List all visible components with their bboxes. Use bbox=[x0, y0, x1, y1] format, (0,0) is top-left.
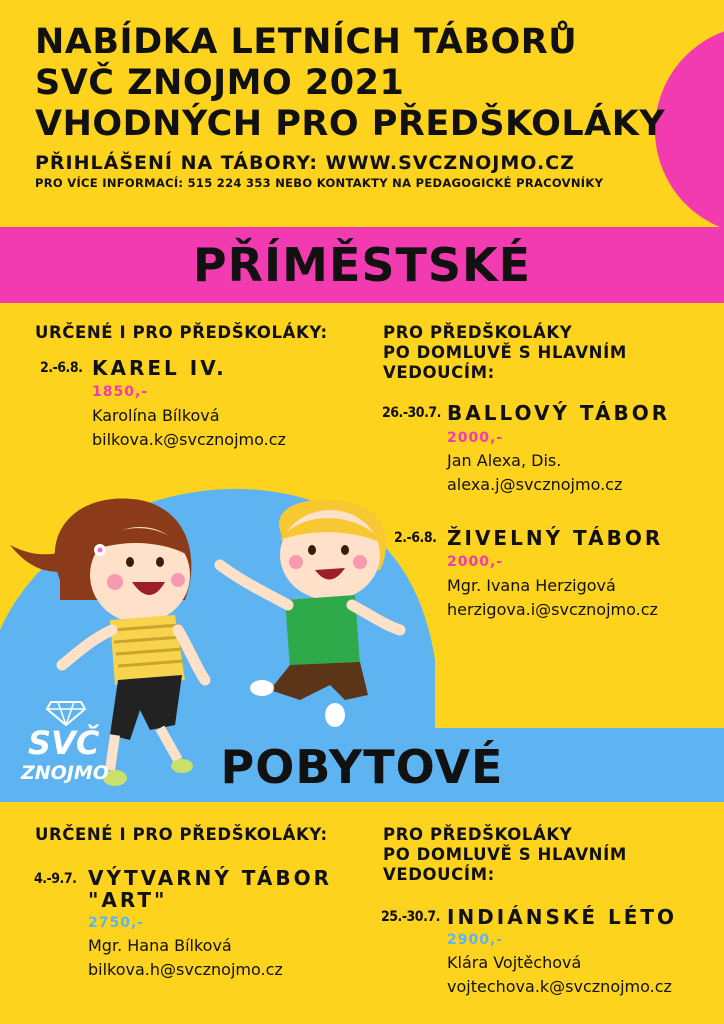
header-title-line-1: NABÍDKA LETNÍCH TÁBORŮ bbox=[35, 22, 578, 62]
camp-price: 2900,- bbox=[447, 932, 504, 948]
camp-name: BALLOVÝ TÁBOR bbox=[447, 401, 671, 425]
camp-leader: Mgr. Ivana Herzigová bbox=[447, 576, 616, 595]
camp-price: 2000,- bbox=[447, 554, 504, 570]
camp-email[interactable]: herzigova.i@svcznojmo.cz bbox=[447, 600, 658, 619]
info-line: PRO VÍCE INFORMACÍ: 515 224 353 NEBO KONTAKTY NA PEDAGOGICKÉ PRACOVNÍKY bbox=[35, 176, 604, 190]
pobytove-right-heading-3: VEDOUCÍM: bbox=[383, 865, 495, 884]
camp-date: 26.-30.7. bbox=[382, 405, 441, 421]
camp-name-line-2: "ART" bbox=[88, 888, 168, 912]
camp-email[interactable]: bilkova.k@svcznojmo.cz bbox=[92, 430, 286, 449]
camp-price: 2750,- bbox=[88, 915, 145, 931]
logo-znojmo: ZNOJMO bbox=[21, 762, 109, 784]
camp-leader: Mgr. Hana Bílková bbox=[88, 936, 232, 955]
primestske-right-heading-1: PRO PŘEDŠKOLÁKY bbox=[383, 323, 573, 342]
pink-circle-decoration bbox=[655, 25, 724, 235]
camp-date: 25.-30.7. bbox=[381, 909, 440, 925]
camp-email[interactable]: bilkova.h@svcznojmo.cz bbox=[88, 960, 283, 979]
registration-line: PŘIHLÁŠENÍ NA TÁBORY: WWW.SVCZNOJMO.CZ bbox=[35, 152, 575, 174]
camp-email[interactable]: vojtechova.k@svcznojmo.cz bbox=[447, 977, 672, 996]
pobytove-right-heading-2: PO DOMLUVĚ S HLAVNÍM bbox=[383, 845, 627, 864]
camp-date: 2.-6.8. bbox=[394, 530, 437, 546]
primestske-left-heading: URČENÉ I PRO PŘEDŠKOLÁKY: bbox=[35, 323, 328, 342]
camp-leader: Karolína Bílková bbox=[92, 406, 220, 425]
pobytove-title: POBYTOVÉ bbox=[220, 740, 504, 794]
primestske-right-heading-2: PO DOMLUVĚ S HLAVNÍM bbox=[383, 343, 627, 362]
camp-name: KAREL IV. bbox=[92, 356, 227, 380]
header-title-line-2: SVČ ZNOJMO 2021 bbox=[35, 63, 405, 103]
camp-leader: Klára Vojtěchová bbox=[447, 953, 582, 972]
camp-price: 1850,- bbox=[92, 384, 149, 400]
camp-name: INDIÁNSKÉ LÉTO bbox=[447, 905, 678, 929]
diamond-icon bbox=[46, 700, 86, 726]
primestske-title: PŘÍMĚSTSKÉ bbox=[192, 238, 532, 292]
camp-name-line-1: VÝTVARNÝ TÁBOR bbox=[88, 866, 333, 890]
primestske-right-heading-3: VEDOUCÍM: bbox=[383, 363, 495, 382]
camp-leader: Jan Alexa, Dis. bbox=[447, 451, 562, 470]
logo-svc: SVČ bbox=[28, 724, 100, 762]
pobytove-right-heading-1: PRO PŘEDŠKOLÁKY bbox=[383, 825, 573, 844]
camp-date: 4.-9.7. bbox=[34, 871, 77, 887]
camp-name: ŽIVELNÝ TÁBOR bbox=[447, 526, 664, 550]
camp-date: 2.-6.8. bbox=[40, 360, 83, 376]
camp-email[interactable]: alexa.j@svcznojmo.cz bbox=[447, 475, 623, 494]
header-title-line-3: VHODNÝCH PRO PŘEDŠKOLÁKY bbox=[35, 104, 666, 144]
pobytove-left-heading: URČENÉ I PRO PŘEDŠKOLÁKY: bbox=[35, 825, 328, 844]
camp-price: 2000,- bbox=[447, 430, 504, 446]
